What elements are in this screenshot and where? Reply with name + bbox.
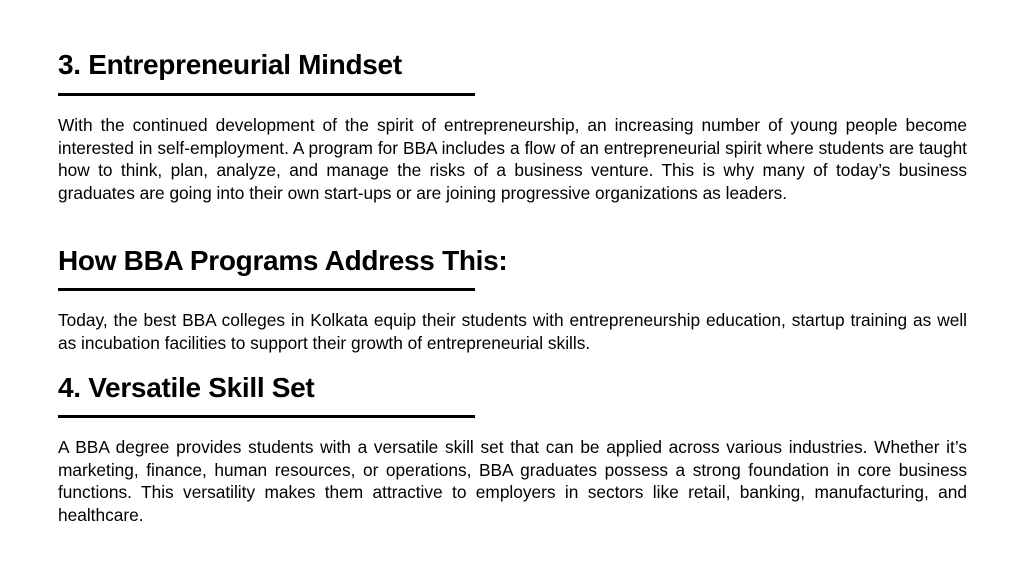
heading-underline bbox=[58, 415, 475, 418]
section-heading-versatile-skill-set: 4. Versatile Skill Set bbox=[58, 372, 315, 403]
section-body-entrepreneurial-mindset: With the continued development of the spirit of entrepreneurship, an increasing number of young people become interested in self-employment. A program for BBA includes a flow of an entrepreneurial spirit where students are taught how to think, plan, analyze, and manage the risks of a business venture. This is why many of today’s business graduates are going into their own start-ups or are joining progressive organizations as leaders. bbox=[58, 115, 967, 203]
section-body-versatile-skill-set: A BBA degree provides students with a versatile skill set that can be applied across various industries. Whether it’s marketing, finance, human resources, or operations, BBA graduates possess a strong foundation in core business functions. This versatility makes them attractive to employers in sectors like retail, banking, manufacturing, and healthcare. bbox=[58, 437, 967, 525]
heading-underline bbox=[58, 288, 475, 291]
section-body-how-bba-programs: Today, the best BBA colleges in Kolkata equip their students with entrepreneurship education, startup training as well as incubation facilities to support their growth of entrepreneurial skills. bbox=[58, 310, 967, 353]
heading-underline bbox=[58, 93, 475, 96]
section-heading-entrepreneurial-mindset: 3. Entrepreneurial Mindset bbox=[58, 49, 402, 80]
section-heading-how-bba-programs: How BBA Programs Address This: bbox=[58, 245, 508, 276]
